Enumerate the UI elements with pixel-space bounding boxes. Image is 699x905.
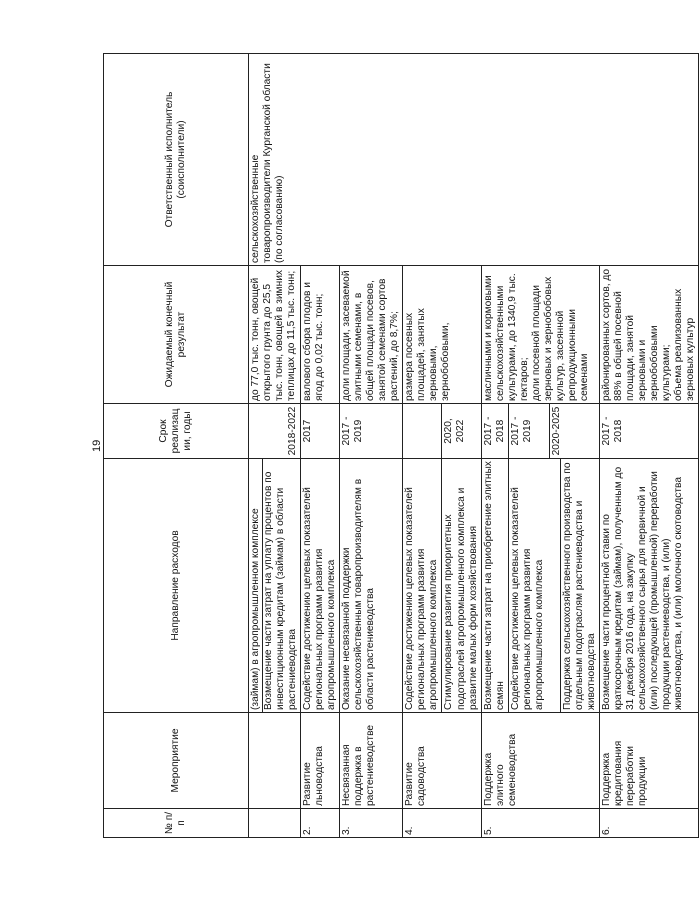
cell-num: 5. xyxy=(481,809,599,838)
cell-result: размера посевных площадей, занятых зерновыми, зернобобовыми, xyxy=(403,266,481,404)
term-text: 2020-2025 xyxy=(550,406,562,456)
page-number: 19 xyxy=(91,439,103,452)
result-text: доли посевной площади зерновых и зернобобовых культур, засеянной репродукционными семенами xyxy=(530,276,590,401)
direction-text: Содействие достижению целевых показателей региональных программ развития агропромышленного комплекса xyxy=(403,459,442,712)
cell-result xyxy=(599,266,698,404)
cell-direction: Возмещение части процентной ставки по краткосрочным кредитам (займам), полученным до 31 декабря 2016 года, на закупку сельскохозяйственного сырья для первичной и (или) последующей (промышленной) переработки продукции растениеводства, и (или) животноводства, и (или) молочного скотоводства xyxy=(599,459,698,713)
direction-text: Содействие достижению целевых показателей региональных программ развития агропромышленного комплекса xyxy=(509,459,561,712)
header-executor: Ответственный исполнитель (соисполнители) xyxy=(104,54,249,266)
cell-term: 2017 - 2018 xyxy=(599,404,698,459)
cell-activity: Поддержка кредитования переработки продукции xyxy=(599,713,698,809)
cell-direction: Оказание несвязанной поддержки сельскохозяйственным товаропроизводителям в области растениеводства xyxy=(340,459,403,713)
cell-term: 2017 xyxy=(301,404,340,459)
cell-direction xyxy=(403,459,481,713)
cell-num: 6. xyxy=(599,809,698,838)
result-text: объема реализованных зерновых культур xyxy=(673,288,697,401)
cell-executor: сельскохозяйственные товаропроизводители Курганской области (по согласованию) xyxy=(249,54,699,266)
cell-activity xyxy=(249,713,301,809)
cell-term: 2017 - 2019 xyxy=(340,404,403,459)
term-text: 2017 - 2018 xyxy=(482,404,509,458)
cell-result: валового сбора плодов и ягод до 0,02 тыс. тонн; xyxy=(301,266,340,404)
measures-table xyxy=(103,53,699,838)
header-num: № п/п xyxy=(104,809,249,838)
cell-term xyxy=(403,404,481,459)
header-direction: Направление расходов xyxy=(104,459,249,713)
cell-result: доли площади, засеваемой элитными семенами, в общей площади посевов, занятой семенами сортов растений, до 8,7%; xyxy=(340,266,403,404)
cell-activity: Развитие садоводства xyxy=(403,713,481,809)
cell-term: 2018-2022 xyxy=(249,404,301,459)
table-header-row xyxy=(104,54,249,838)
cell-direction xyxy=(481,459,599,713)
cell-activity: Несвязанная поддержка в растениеводстве xyxy=(340,713,403,809)
direction-text: Стимулирование развития приоритетных подотраслей агропромышленного комплекса и развитие малых форм хозяйствования xyxy=(443,487,479,710)
cell-direction xyxy=(249,459,301,713)
cell-result xyxy=(481,266,599,404)
cell-num: 4. xyxy=(403,809,481,838)
cell-term xyxy=(481,404,599,459)
direction-text: Возмещение части затрат на уплату процентов по инвестиционным кредитам (займам) в области растениеводства xyxy=(263,471,299,710)
direction-text: Поддержка сельскохозяйственного производства по отдельным подотраслям растениеводства и животноводства xyxy=(561,462,597,710)
term-text xyxy=(403,404,442,458)
cell-activity: Поддержка элитного семеноводства xyxy=(481,713,599,809)
term-text: 2017 - 2019 xyxy=(509,404,550,458)
cell-direction: Содействие достижению целевых показателей региональных программ развития агропромышленного комплекса xyxy=(301,459,340,713)
cell-num: 3. xyxy=(340,809,403,838)
direction-text: Возмещение части затрат на приобретение элитных семян xyxy=(482,459,509,712)
result-text: масличными и кормовыми сельскохозяйственными культурами, до 1340,9 тыс. гектаров; xyxy=(482,273,530,401)
header-term: Срок реализации, годы xyxy=(104,404,249,459)
result-text: районированных сортов, до 88% в общей посевной площади, занятой зерновыми и зернобобовыми культурами; xyxy=(600,268,672,401)
rotated-table-container xyxy=(103,54,697,838)
direction-text: (займам) в агропромышленном комплексе xyxy=(250,459,263,712)
cell-num: 2. xyxy=(301,809,340,838)
table-row-continuation xyxy=(249,54,301,838)
header-result: Ожидаемый конечный результат xyxy=(104,266,249,404)
cell-num xyxy=(249,809,301,838)
header-activity: Мероприятие xyxy=(104,713,249,809)
cell-activity: Развитие льноводства xyxy=(301,713,340,809)
term-text: 2020, 2022 xyxy=(443,418,467,444)
cell-result: до 77,0 тыс. тонн, овощей открытого грунта до 25,5 тыс. тонн, овощей в зимних теплицах до 11,5 тыс. тонн; xyxy=(249,266,301,404)
